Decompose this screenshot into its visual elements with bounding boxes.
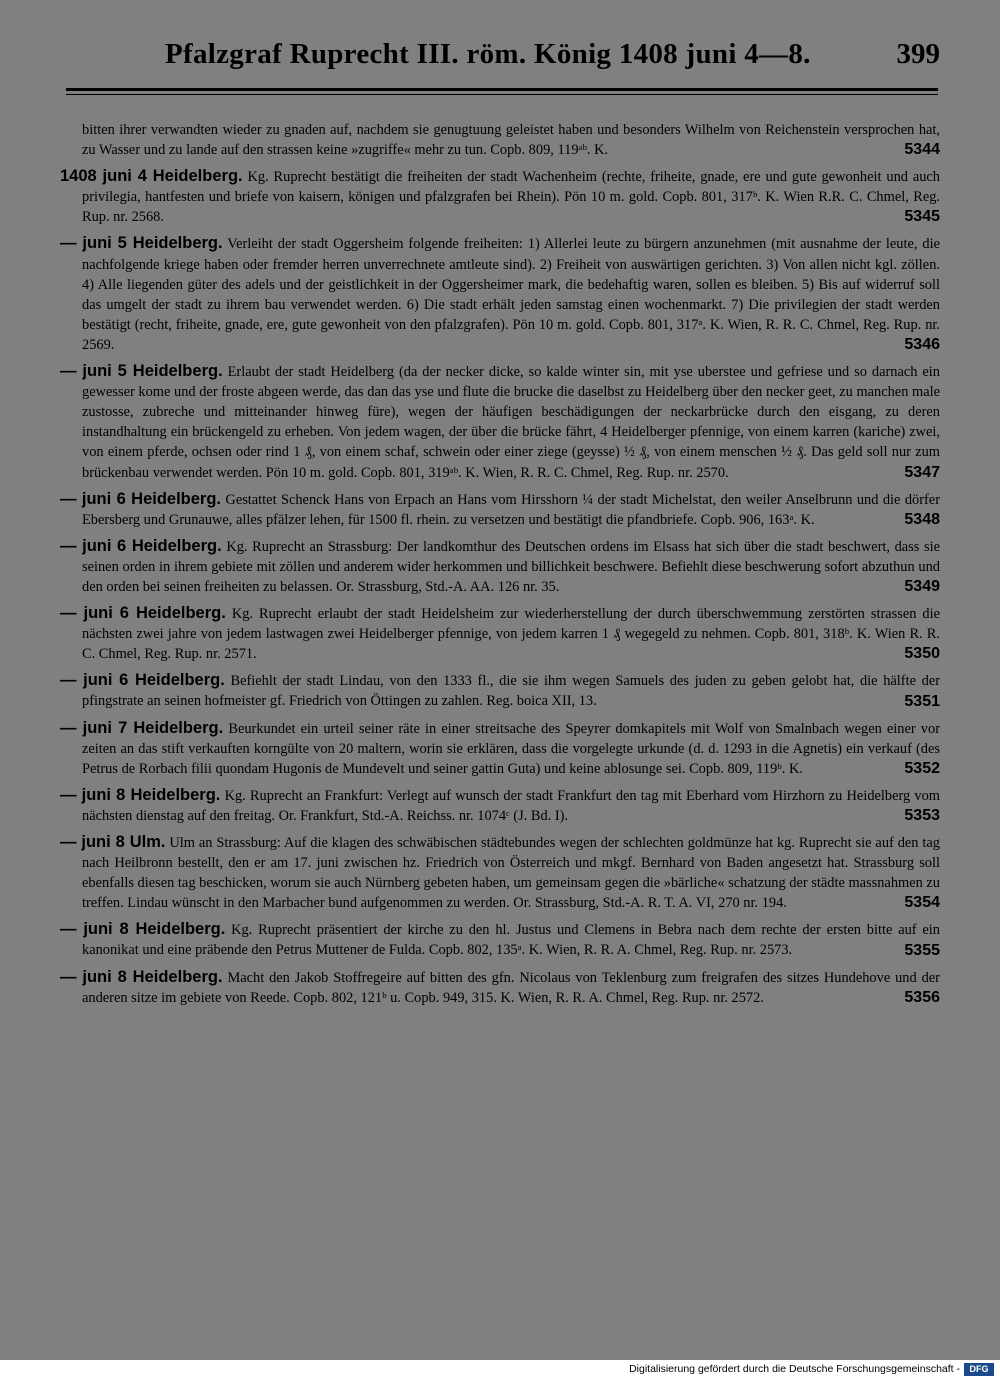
entry-date-place: — juni 8 Heidelberg. [60,967,223,986]
entries-list [60,120,940,1014]
regest-entry [60,967,940,1007]
regest-entry [60,832,940,912]
regest-entry [60,718,940,778]
entry-text: Kg. Ruprecht bestätigt die freiheiten der stadt Wachenheim (rechte, friheite, gnade, ere und gute gewonheit und auch privilegia, hantfesten und briefe von kaisern, königen und pfalzgrafen bei Rhein). Pön 10 m. gold. Copb. 801, 317ᵇ. K. Wien R.R. C. Chmel, Reg. Rup. nr. 2568. [82,169,940,226]
footer-credit: Digitalisierung gefördert durch die Deutsche Forschungsgemeinschaft - [629,1363,960,1375]
entry-number: 5356 [904,988,940,1006]
entry-text: Kg. Ruprecht an Strassburg: Der landkomthur des Deutschen ordens im Elsass hat sich über die stadt beschwert, dass sie seinen orden in ihrem gebiete mit zöllen und anderem wider herkommen und billichkeit beschwere. Befiehlt diese beschwerung sofort abzuthun und den orden bei seinen freiheiten zu belassen. Or. Strassburg, Std.-A. AA. 126 nr. 35. [82,538,940,595]
entry-number: 5352 [904,759,940,777]
regest-entry [60,536,940,596]
regest-entry [60,670,940,710]
entry-number: 5346 [904,336,940,354]
entry-date-place: — juni 6 Heidelberg. [60,671,225,690]
entry-number: 5351 [904,692,940,710]
regest-entry [60,603,940,663]
regest-entry [60,233,940,354]
entry-text: Gestattet Schenck Hans von Erpach an Hans vom Hirsshorn ¼ der stadt Michelstat, den weiler Anselbrunn und die dörfer Ebersberg und Grunauwe, alles pfälzer lehen, für 1500 fl. rhein. zu versetzen und bestätigt die pfandbriefe. Copb. 906, 163ᵃ. K. [82,491,940,528]
entry-date-place: — juni 8 Heidelberg. [60,785,221,804]
header-rule-thick [66,88,938,91]
dfg-logo: DFG [964,1363,994,1376]
entry-date-place: — juni 5 Heidelberg. [60,362,223,381]
regest-entry [60,489,940,529]
running-header [60,38,940,78]
entry-date-place: 1408 juni 4 Heidelberg. [60,167,243,186]
entry-text: Verleiht der stadt Oggersheim folgende freiheiten: 1) Allerlei leute zu bürgern anzunehmen (mit ausnahme der leute, die nachfolgende kriege haben oder fremder herren unverrechnete amtleute sind). 2) Freiheit von auswärtigen gerichten. 3) Von allen nicht kgl. zöllen. 4) Alle liegenden güter des adels und der geistlichkeit in der Oggersheimer mark, die bedehaftig waren, sollen es bleiben. 5) Bis auf widerruf soll das umgelt der stadt zu ihrem bau verwendet werden. 6) Die stadt erhält jeden samstag einen wochenmarkt. 7) Die privilegien der stadt werden bestätigt (recht, friheite, gnade, ere, gute gewonheit von den pfalzgrafen). Pön 10 m. gold. Copb. 801, 317ᵃ. K. Wien, R. R. C. Chmel, Reg. Rup. nr. 2569. [82,236,940,353]
entry-text: bitten ihrer verwandten wieder zu gnaden auf, nachdem sie genugtuung geleistet haben und besonders Wilhelm von Reichenstein versprochen hat, zu Wasser und zu lande auf den strassen keine »zugriffe« mehr zu tun. Copb. 809, 119ᵃᵇ. K. [82,122,940,159]
regest-entry [60,919,940,959]
entry-date-place: — juni 6 Heidelberg. [60,604,226,623]
entry-text: Macht den Jakob Stoffregeire auf bitten des gfn. Nicolaus von Teklenburg zum freigrafen des sitzes Hundehove und der anderen sitze im gebiete von Reede. Copb. 802, 121ᵇ u. Copb. 949, 315. K. Wien, R. R. A. Chmel, Reg. Rup. nr. 2572. [82,969,940,1006]
entry-paragraph [60,489,940,530]
entry-number: 5354 [904,894,940,912]
entry-text: Kg. Ruprecht erlaubt der stadt Heidelsheim zur wiederherstellung der durch überschwemmung zerstörten strassen die nächsten zwei jahre von jedem lastwagen zwei Heidelberger pfennige, von jedem karren 1 ₰ wegegeld zu nehmen. Copb. 801, 318ᵇ. K. Wien R. R. C. Chmel, Reg. Rup. nr. 2571. [82,606,940,663]
entry-number: 5345 [904,208,940,226]
entry-date-place: — juni 6 Heidelberg. [60,489,222,508]
entry-number: 5349 [904,578,940,596]
entry-number: 5353 [904,807,940,824]
entry-text: Beurkundet ein urteil seiner räte in einer streitsache des Speyrer domkapitels mit Wolf von Smalnbach wegen einer vor zeiten an das stift verkauften korngülte von 20 maltern, worin sie erklären, dass die vorgelegte urkunde (d. d. 1293 in die Agnetis) ein verkauf (des Petrus de Rorbach filii quondam Hugonis de Mundevelt und seiner gattin Guta) und keine ablosunge sei. Copb. 809, 119ᵇ. K. [82,720,940,777]
regest-entry [60,120,940,159]
entry-date-place: — juni 5 Heidelberg. [60,234,223,253]
regest-entry [60,361,940,482]
regest-entry [60,785,940,825]
entry-number: 5350 [904,645,940,663]
entry-number: 5355 [904,941,940,959]
entry-text: Befiehlt der stadt Lindau, von den 1333 fl., die sie ihm wegen Samuels des juden zu geben gelobt hat, die hälfte der pfingstrate an seinen hofmeister gf. Friedrich von Öttingen zu zahlen. Reg. boica XII, 13. [82,673,940,710]
entry-date-place: — juni 7 Heidelberg. [60,718,224,737]
entry-text: Erlaubt der stadt Heidelberg (da der necker dicke, so kalde winter sin, mit yse uberstee und gefriese und so darnach ein gewesser kome und der froste abgeen werde, das dan das yse und flute die brucke die daselbst zu Heidelberg über den necker geet, zu manchen male zustosse, zubreche und mitteinander hinweg füre), wegen der häufigen beschädigungen der neckarbrücke durch den eisgang, zu deren instandhaltung ein brückengeld zu erheben. Von jedem wagen, der über die brücke fährt, 4 Heidelberger pfennige, von einem karren (kariche) zwei, von einem pferde, ochsen oder rind 1 ₰, von einem schaf, schwein oder einer ziege (geysse) ½ ₰, von einem menschen ½ ₰. Das geld soll nur zum brückenbau verwendet werden. Pön 10 m. gold. Copb. 801, 319ᵃᵇ. K. Wien, R. R. C. Chmel, Reg. Rup. nr. 2570. [82,364,940,481]
entry-number: 5344 [904,141,940,159]
footer-bar [0,1360,1000,1379]
entry-text: Kg. Ruprecht an Frankfurt: Verlegt auf wunsch der stadt Frankfurt den tag mit Eberhard vom Hirzhorn zu Heidelberg vom nächsten dienstag auf den freitag. Or. Frankfurt, Std.-A. Reichss. nr. 1074ᶜ (J. Bd. I). [82,787,940,824]
page-title: Pfalzgraf Ruprecht III. röm. König 1408 juni 4—8. [165,38,811,70]
header-rule-thin [66,94,938,95]
page-number: 399 [896,38,940,70]
regest-entry [60,166,940,226]
entry-date-place: — juni 8 Heidelberg. [60,920,226,939]
entry-text: Kg. Ruprecht präsentiert der kirche zu den hl. Justus und Clemens in Bebra nach dem rechte der ersten bitte auf ein kanonikat und eine präbende den Petrus Muttener de Fulda. Copb. 802, 135ᵃ. K. Wien, R. R. A. Chmel, Reg. Rup. nr. 2573. [82,922,940,959]
entry-number: 5347 [904,463,940,481]
entry-text: Ulm an Strassburg: Auf die klagen des schwäbischen städtebundes wegen der schlechten goldmünze hat kg. Ruprecht sie auf den tag nach Heilbronn bestellt, den er am 17. juni zwischen hz. Friedrich von Österreich und mkgf. Bernhard von Baden angesetzt hat. Strassburg soll ebenfalls diesen tag beschicken, worum sie auch Nürnberg gebeten haben, um gemeinsam gegen die »bärliche« schatzung der städte massnahmen zu treffen. Lindau wünscht in den Marbacher bund aufgenommen zu werden. Or. Strassburg, Std.-A. R. T. A. VI, 270 nr. 194. [82,835,940,912]
entry-number: 5348 [904,510,940,528]
entry-date-place: — juni 8 Ulm. [60,833,166,851]
entry-date-place: — juni 6 Heidelberg. [60,536,222,555]
